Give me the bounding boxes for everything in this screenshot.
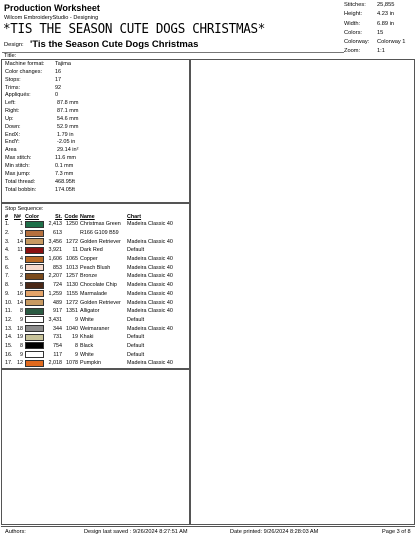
machine-info-label: Left: bbox=[5, 100, 16, 107]
stat-label: Stitches: bbox=[344, 2, 366, 8]
stop-code: 1272 bbox=[66, 238, 78, 245]
stop-number: 17. bbox=[5, 360, 13, 367]
color-swatch bbox=[25, 290, 44, 297]
machine-info-value: 7.3 mm bbox=[55, 170, 74, 177]
stop-name: Black bbox=[80, 342, 94, 349]
stat-label: Width: bbox=[344, 20, 361, 27]
stop-code: 1272 bbox=[66, 299, 78, 306]
stop-stitches: 117 bbox=[53, 351, 62, 358]
machine-info-value: 54.6 mm bbox=[57, 115, 79, 122]
stop-row bbox=[5, 221, 182, 230]
stop-stitches: 917 bbox=[53, 308, 62, 315]
stop-needle: 14 bbox=[17, 238, 23, 245]
machine-info-value: 16 bbox=[55, 68, 62, 75]
stop-row bbox=[5, 273, 182, 282]
stop-stitches: 344 bbox=[53, 325, 62, 332]
stop-number: 3. bbox=[5, 238, 10, 245]
stop-name: Peach Blush bbox=[80, 264, 111, 271]
stat-label: Colors: bbox=[344, 29, 363, 36]
stop-name: White bbox=[80, 316, 94, 323]
stat-value: Colorway 1 bbox=[377, 39, 406, 46]
machine-info-label: Appliqués: bbox=[5, 92, 31, 99]
stat-row bbox=[344, 1, 415, 10]
stop-needle: 6 bbox=[20, 264, 23, 271]
machine-info-value: 87.8 mm bbox=[57, 100, 79, 107]
color-swatch bbox=[25, 264, 44, 271]
stop-stitches: 1,606 bbox=[48, 256, 62, 263]
machine-info-label: Area bbox=[5, 147, 17, 154]
design-label: Design: bbox=[4, 42, 24, 48]
stop-needle: 3 bbox=[20, 230, 23, 237]
stat-row bbox=[344, 47, 415, 56]
stop-color-cell bbox=[25, 221, 45, 230]
stop-color-cell bbox=[25, 360, 45, 369]
stop-number: 7. bbox=[5, 273, 10, 280]
stop-color-cell bbox=[25, 342, 45, 351]
stop-code: 1351 bbox=[66, 308, 78, 315]
stop-chart: Madeira Classic 40 bbox=[127, 256, 173, 263]
stop-sequence-panel bbox=[1, 203, 190, 369]
stop-name: R166 G109 B59 bbox=[80, 230, 119, 237]
machine-info-row bbox=[5, 85, 191, 93]
stop-number: 1. bbox=[5, 221, 10, 228]
machine-info-value: Tajima bbox=[55, 61, 71, 67]
machine-info-label: Up: bbox=[5, 115, 14, 122]
stop-color-cell bbox=[25, 264, 45, 273]
stop-needle: 16 bbox=[17, 290, 23, 297]
divider bbox=[2, 52, 344, 53]
stat-row bbox=[344, 20, 415, 29]
stop-chart: Madeira Classic 40 bbox=[127, 264, 173, 271]
machine-info-row bbox=[5, 116, 191, 124]
color-swatch bbox=[25, 351, 44, 358]
stop-code: 1078 bbox=[66, 360, 78, 367]
stop-color-cell bbox=[25, 316, 45, 325]
stop-code: 1065 bbox=[66, 256, 78, 263]
stop-needle: 19 bbox=[17, 334, 23, 341]
col-code: Code bbox=[64, 214, 78, 220]
title-label: Title: bbox=[4, 53, 17, 59]
stop-number: 10. bbox=[5, 299, 13, 306]
col-name: Name bbox=[80, 214, 95, 220]
stop-color-cell bbox=[25, 334, 45, 343]
stop-number: 5. bbox=[5, 256, 10, 263]
stop-stitches: 2,413 bbox=[48, 221, 62, 228]
stop-code: 19 bbox=[72, 334, 78, 341]
design-stats bbox=[344, 1, 415, 57]
stop-chart: Default bbox=[127, 351, 145, 358]
machine-info-value: 52.9 mm bbox=[57, 123, 79, 130]
machine-info-value: 87.1 mm bbox=[57, 108, 79, 115]
stat-value: 1:1 bbox=[377, 48, 385, 55]
notes-panel bbox=[1, 369, 190, 525]
col-needle: N# bbox=[14, 214, 21, 220]
stop-row bbox=[5, 334, 182, 343]
color-swatch bbox=[25, 360, 44, 367]
design-value: 'Tis the Season Cute Dogs Christmas bbox=[30, 39, 199, 50]
stop-chart: Madeira Classic 40 bbox=[127, 238, 173, 245]
stat-value: 6.89 in bbox=[377, 20, 395, 27]
machine-info-row bbox=[5, 100, 191, 108]
machine-info-label: Max jump: bbox=[5, 170, 31, 177]
color-swatch bbox=[25, 316, 44, 323]
stop-row bbox=[5, 360, 182, 369]
stop-chart: Madeira Classic 40 bbox=[127, 273, 173, 280]
machine-info-label: Min stitch: bbox=[5, 162, 30, 169]
stop-number: 12. bbox=[5, 316, 13, 323]
footer-last-saved: Design last saved : 9/26/2024 8:27:51 AM bbox=[84, 529, 188, 535]
machine-info-row bbox=[5, 92, 191, 100]
stop-name: Bronze bbox=[80, 273, 98, 280]
stop-stitches: 754 bbox=[53, 342, 62, 349]
machine-info-row bbox=[5, 132, 191, 140]
stat-row bbox=[344, 29, 415, 38]
stop-number: 8. bbox=[5, 282, 10, 289]
stop-code: 1257 bbox=[66, 273, 78, 280]
stat-value: 4.23 in bbox=[377, 11, 395, 18]
stop-name: Alligator bbox=[80, 308, 100, 315]
stop-color-cell bbox=[25, 299, 45, 308]
stop-name: Golden Retriever bbox=[80, 238, 121, 245]
stop-needle: 14 bbox=[17, 299, 23, 306]
col-number: # bbox=[5, 214, 8, 220]
stop-row bbox=[5, 238, 182, 247]
stop-number: 9. bbox=[5, 290, 10, 297]
machine-info-row bbox=[5, 139, 191, 147]
machine-info-label: Trims: bbox=[5, 84, 21, 91]
machine-info-row bbox=[5, 77, 191, 85]
stop-needle: 8 bbox=[20, 342, 23, 349]
stop-code: 1155 bbox=[66, 290, 78, 297]
stop-chart: Default bbox=[127, 247, 145, 254]
stop-needle: 4 bbox=[20, 256, 23, 263]
stop-row bbox=[5, 299, 182, 308]
machine-info-row bbox=[5, 155, 191, 163]
stop-name: Christmas Green bbox=[80, 221, 121, 228]
stop-row bbox=[5, 351, 182, 360]
stop-number: 4. bbox=[5, 247, 10, 254]
stat-value: 25,855 bbox=[377, 2, 395, 8]
machine-info-value: 11.6 mm bbox=[55, 155, 76, 162]
stop-name: Marmalade bbox=[80, 290, 107, 297]
stop-needle: 12 bbox=[17, 360, 23, 367]
stop-code: 9 bbox=[75, 316, 78, 323]
stop-stitches: 3,431 bbox=[48, 316, 62, 323]
stop-chart: Madeira Classic 40 bbox=[127, 290, 173, 297]
footer-authors: Authors: bbox=[5, 529, 26, 535]
machine-info-label: EndX: bbox=[5, 131, 20, 138]
machine-info-value: 17 bbox=[55, 76, 62, 83]
stop-name: White bbox=[80, 351, 94, 358]
color-swatch bbox=[25, 308, 44, 315]
stop-row bbox=[5, 256, 182, 265]
stop-code bbox=[62, 230, 80, 239]
machine-info-label: Machine format: bbox=[5, 61, 45, 67]
stop-code: 8 bbox=[75, 342, 78, 349]
stop-name: Dark Red bbox=[80, 247, 103, 254]
stop-row bbox=[5, 247, 182, 256]
stop-number: 11. bbox=[5, 308, 13, 315]
stop-name: Copper bbox=[80, 256, 98, 263]
machine-info-value: 92 bbox=[55, 84, 62, 91]
app-subtitle: Wilcom EmbroideryStudio - Designing bbox=[4, 15, 99, 21]
stop-row bbox=[5, 308, 182, 317]
machine-info-value: 174.05ft bbox=[55, 186, 75, 193]
stop-row bbox=[5, 290, 182, 299]
stop-row bbox=[5, 264, 182, 273]
stop-color-cell bbox=[25, 230, 45, 239]
stop-needle: 5 bbox=[20, 282, 23, 289]
stop-row bbox=[5, 282, 182, 291]
stop-sequence bbox=[5, 205, 190, 368]
page-footer bbox=[1, 526, 415, 538]
machine-info-label: EndY: bbox=[5, 139, 20, 146]
stop-name: Pumpkin bbox=[80, 360, 101, 367]
stop-chart: Madeira Classic 40 bbox=[127, 299, 173, 306]
machine-info-panel bbox=[1, 59, 190, 203]
col-chart: Chart bbox=[127, 214, 142, 220]
color-swatch bbox=[25, 247, 44, 254]
col-color: Color bbox=[25, 214, 40, 220]
stop-name: Chocolate Chip bbox=[80, 282, 117, 289]
stop-needle: 2 bbox=[20, 273, 23, 280]
stop-number: 16. bbox=[5, 351, 13, 358]
stop-chart bbox=[127, 230, 182, 239]
machine-info-row bbox=[5, 124, 191, 132]
stop-stitches: 853 bbox=[53, 264, 62, 271]
stop-number: 13. bbox=[5, 325, 13, 332]
machine-info-row bbox=[5, 69, 191, 77]
stop-number: 6. bbox=[5, 264, 10, 271]
footer-date-printed: Date printed: 9/26/2024 8:28:03 AM bbox=[230, 529, 319, 535]
stop-needle: 1 bbox=[20, 221, 23, 228]
machine-info-value: 0.1 mm bbox=[55, 162, 74, 169]
col-stitches: St. bbox=[55, 214, 62, 220]
stop-code: 1250 bbox=[66, 221, 78, 228]
stop-color-cell bbox=[25, 308, 45, 317]
color-swatch bbox=[25, 282, 44, 289]
machine-info-value: -2.05 in bbox=[57, 139, 76, 146]
stat-label: Zoom: bbox=[344, 48, 361, 55]
stop-sequence-header bbox=[5, 213, 182, 221]
stop-needle: 18 bbox=[17, 325, 23, 332]
machine-info-label: Color changes: bbox=[5, 68, 42, 75]
machine-info-label: Total thread: bbox=[5, 178, 36, 185]
stop-chart: Madeira Classic 40 bbox=[127, 282, 173, 289]
stop-needle: 8 bbox=[20, 308, 23, 315]
stop-stitches: 2,207 bbox=[48, 273, 62, 280]
machine-info-value: 1.79 in bbox=[57, 131, 74, 138]
stop-chart: Madeira Classic 40 bbox=[127, 308, 173, 315]
stop-stitches: 3,456 bbox=[48, 238, 62, 245]
stop-chart: Default bbox=[127, 316, 145, 323]
machine-info-row bbox=[5, 187, 191, 195]
stop-stitches: 724 bbox=[53, 282, 62, 289]
stop-chart: Madeira Classic 40 bbox=[127, 221, 173, 228]
stop-code: 1013 bbox=[66, 264, 78, 271]
stop-row bbox=[5, 325, 182, 334]
color-swatch bbox=[25, 256, 44, 263]
machine-info-row bbox=[5, 61, 191, 69]
color-swatch bbox=[25, 273, 44, 280]
stat-label: Colorway: bbox=[344, 39, 370, 46]
machine-info-label: Stops: bbox=[5, 76, 21, 83]
stop-code: 9 bbox=[75, 351, 78, 358]
machine-info-value: 468.95ft bbox=[55, 178, 75, 185]
color-swatch bbox=[25, 325, 44, 332]
stop-color-cell bbox=[25, 325, 45, 334]
stop-chart: Madeira Classic 40 bbox=[127, 325, 173, 332]
stop-row bbox=[5, 230, 182, 239]
stop-sequence-title: Stop Sequence: bbox=[5, 206, 44, 212]
machine-info-label: Down: bbox=[5, 123, 21, 130]
stop-chart: Default bbox=[127, 334, 145, 341]
stop-color-cell bbox=[25, 351, 45, 360]
machine-info-label: Right: bbox=[5, 108, 20, 115]
machine-info-label: Max stitch: bbox=[5, 155, 32, 162]
stop-stitches: 3,921 bbox=[48, 247, 62, 254]
stop-color-cell bbox=[25, 247, 45, 256]
stop-color-cell bbox=[25, 238, 45, 247]
machine-info-value: 0 bbox=[55, 92, 59, 99]
footer-page-number: Page 3 of 8 bbox=[382, 529, 411, 535]
stop-code: 1130 bbox=[66, 282, 78, 289]
stop-stitches: 2,018 bbox=[48, 360, 62, 367]
stop-name: Khaki bbox=[80, 334, 94, 341]
color-swatch bbox=[25, 299, 44, 306]
stop-needle: 9 bbox=[20, 316, 23, 323]
stop-code: 11 bbox=[72, 247, 78, 254]
stop-color-cell bbox=[25, 290, 45, 299]
stop-stitches: 731 bbox=[53, 334, 62, 341]
stop-sequence-table bbox=[5, 213, 182, 368]
color-swatch bbox=[25, 221, 44, 228]
stop-chart: Madeira Classic 40 bbox=[127, 360, 173, 367]
stat-label: Height: bbox=[344, 11, 363, 18]
color-swatch bbox=[25, 230, 44, 237]
stop-color-cell bbox=[25, 256, 45, 265]
stat-row bbox=[344, 38, 415, 47]
stop-stitches: 1,259 bbox=[48, 290, 62, 297]
machine-info-list bbox=[5, 61, 191, 194]
machine-info-row bbox=[5, 163, 191, 171]
stop-color-cell bbox=[25, 273, 45, 282]
machine-info-row bbox=[5, 171, 191, 179]
machine-info-label: Total bobbin: bbox=[5, 186, 37, 193]
machine-info-row bbox=[5, 147, 191, 155]
stat-row bbox=[344, 10, 415, 19]
stop-chart: Default bbox=[127, 342, 145, 349]
worksheet-title: Production Worksheet bbox=[4, 3, 100, 13]
color-swatch bbox=[25, 238, 44, 245]
machine-info-value: 29.14 in² bbox=[57, 147, 79, 154]
color-swatch bbox=[25, 334, 44, 341]
stop-name: Weimaraner bbox=[80, 325, 110, 332]
stop-name: Golden Retriever bbox=[80, 299, 121, 306]
stat-value: 15 bbox=[377, 29, 384, 36]
machine-info-row bbox=[5, 108, 191, 116]
stop-number: 2. bbox=[5, 230, 10, 237]
color-swatch bbox=[25, 342, 44, 349]
stop-stitches: 489 bbox=[53, 299, 62, 306]
stop-number: 15. bbox=[5, 342, 13, 349]
stop-needle: 11 bbox=[17, 247, 23, 254]
stop-code: 1040 bbox=[66, 325, 78, 332]
design-name-large: *TIS THE SEASON CUTE DOGS CHRISTMAS* bbox=[3, 21, 266, 37]
stop-row bbox=[5, 342, 182, 351]
machine-info-row bbox=[5, 179, 191, 187]
stop-color-cell bbox=[25, 282, 45, 291]
stop-needle: 9 bbox=[20, 351, 23, 358]
stop-row bbox=[5, 316, 182, 325]
design-preview-panel bbox=[190, 59, 415, 525]
stop-number: 14. bbox=[5, 334, 13, 341]
stop-stitches: 613 bbox=[53, 230, 62, 237]
